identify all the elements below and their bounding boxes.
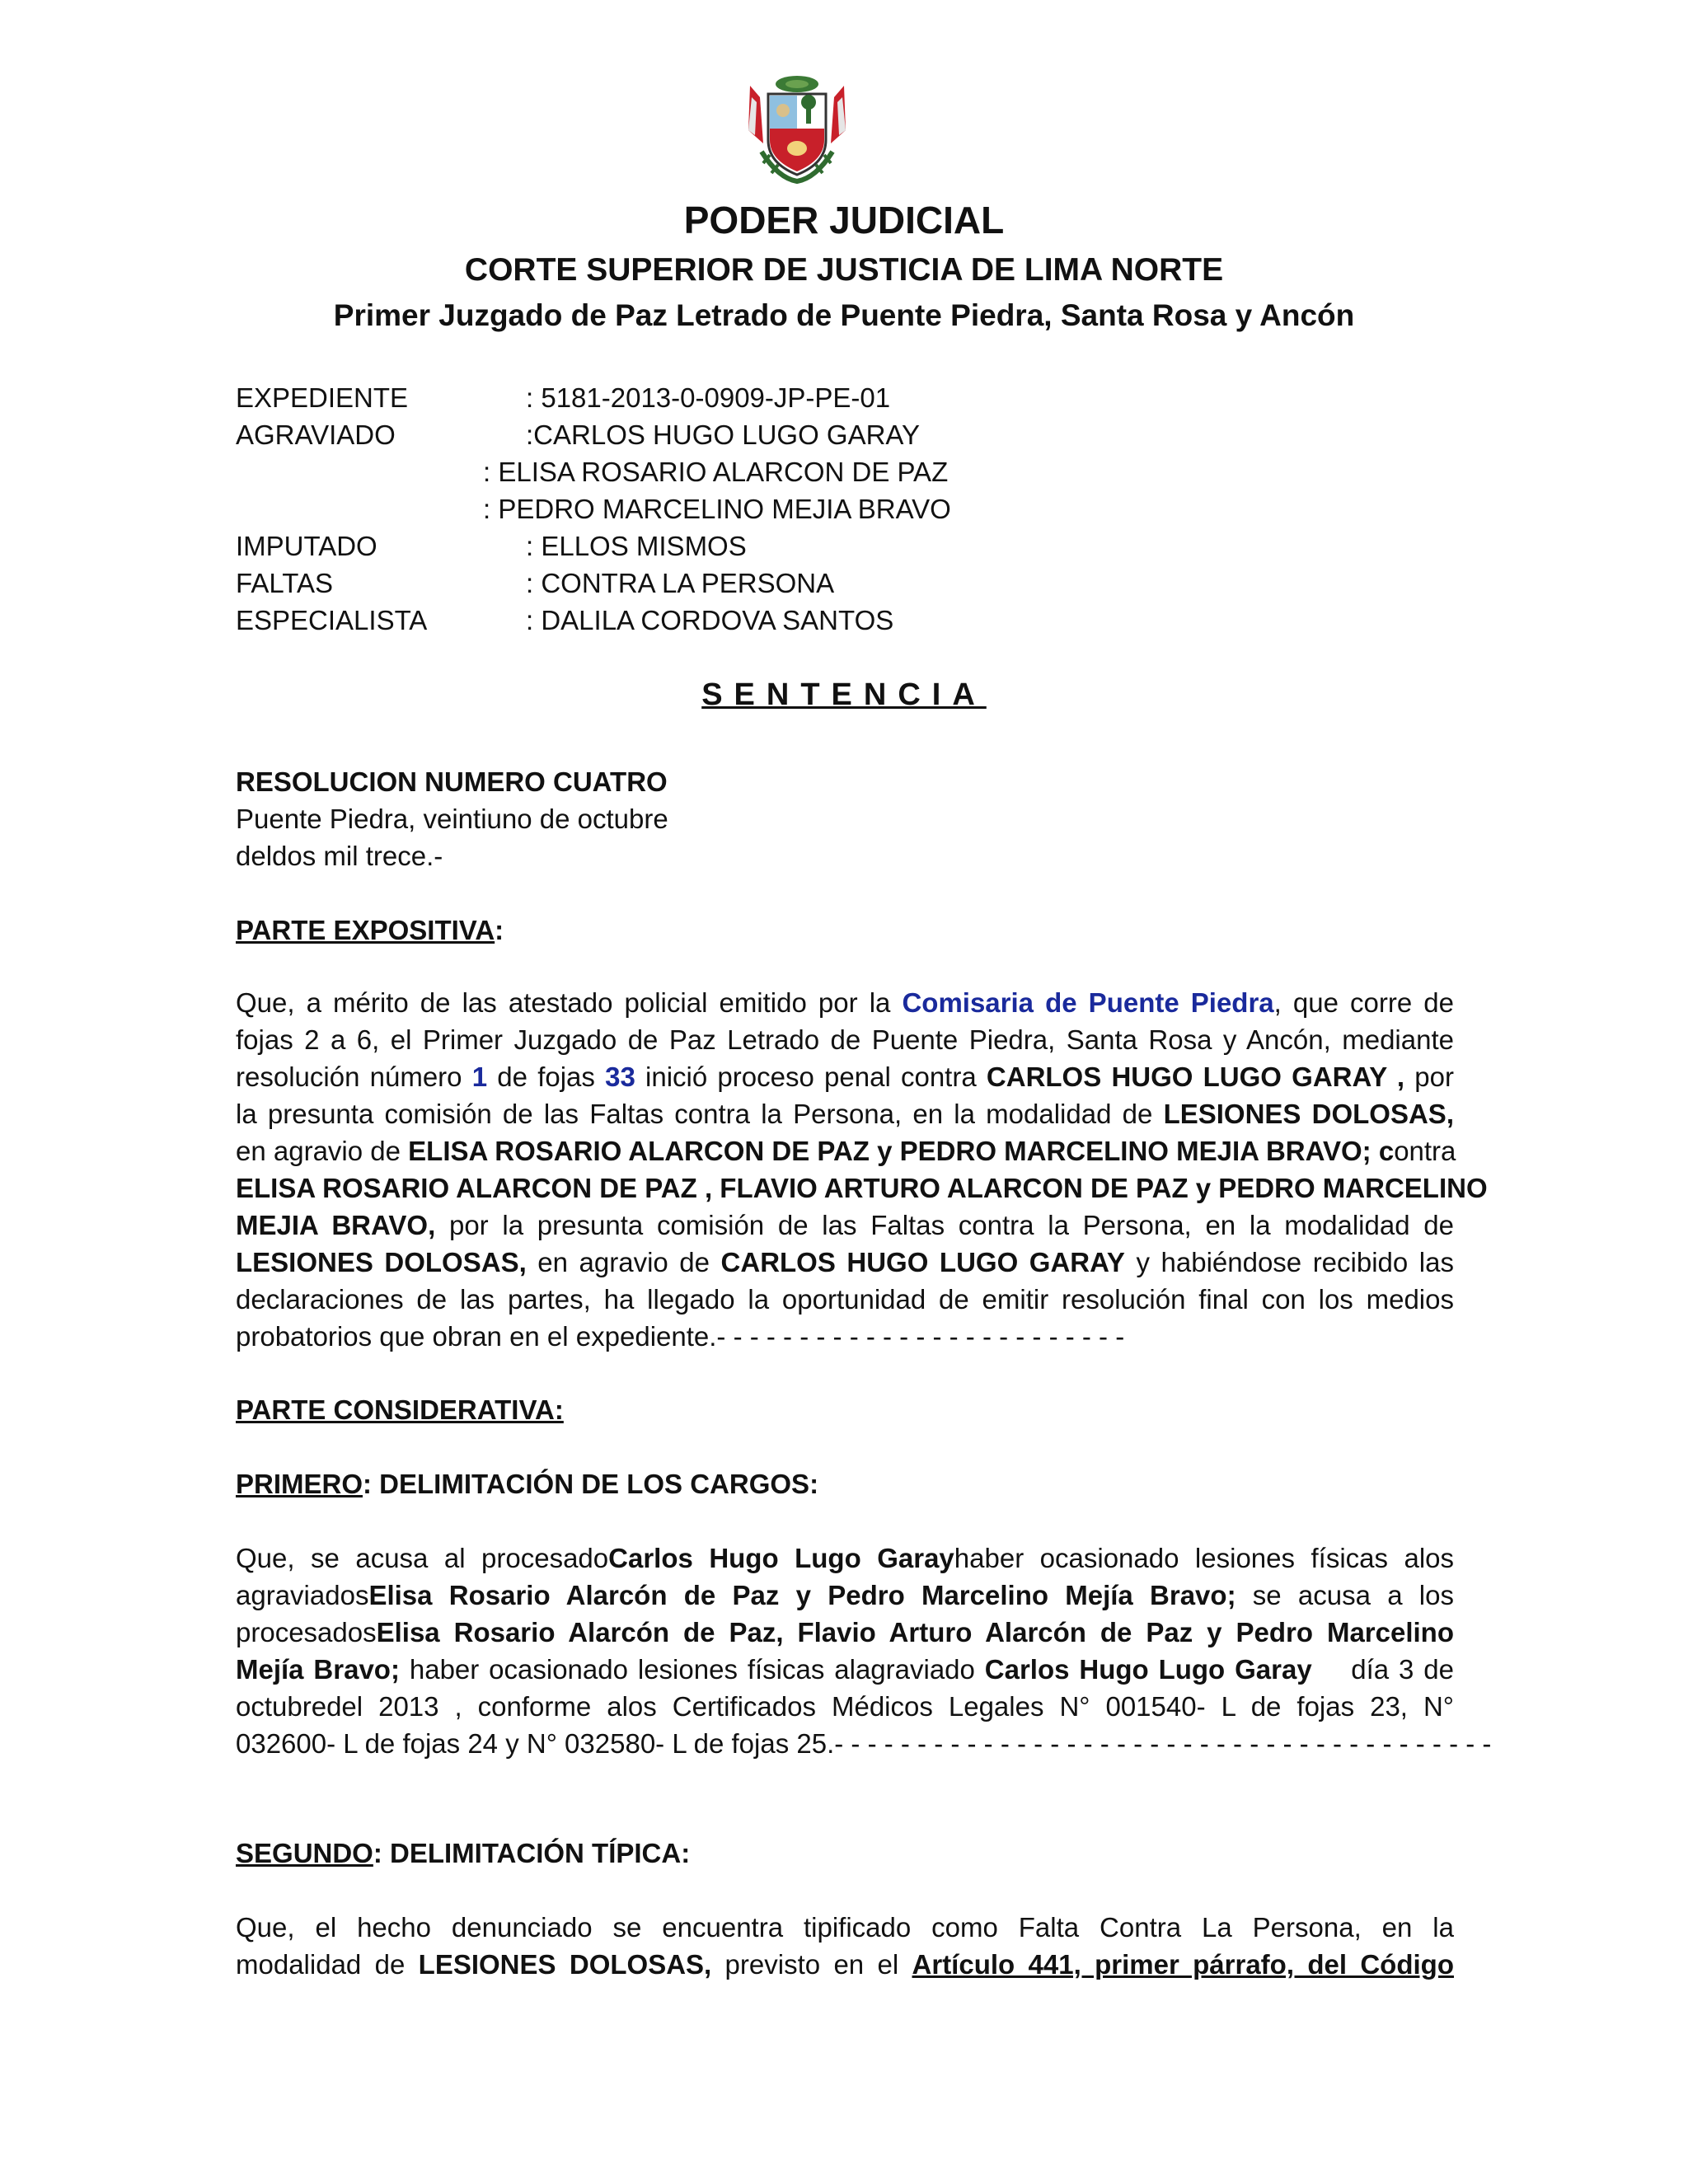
text-run: la presunta comisión de las Faltas contra la Persona, en la modalidad de [236, 1099, 1164, 1129]
text-run: día 3 de [1311, 1654, 1455, 1685]
agraviado-value: : PEDRO MARCELINO MEJIA BRAVO [483, 494, 951, 524]
text-run: ontra [1394, 1136, 1456, 1166]
text-run: en agravio de [236, 1136, 409, 1166]
text-run: ELISA ROSARIO ALARCON DE PAZ y PEDRO MARCELINO MEJIA BRAVO; c [408, 1136, 1395, 1166]
text-line [236, 984, 1454, 1021]
resolution-date: deldos mil trece.- [236, 841, 443, 871]
text-line: declaraciones de las partes, ha llegado la oportunidad de emitir resolución final con los medios [236, 1284, 1454, 1315]
text-run: en agravio de [526, 1247, 721, 1277]
text-run: por la presunta comisión de las Faltas contra la Persona, en la modalidad de [435, 1210, 1454, 1240]
text-run: agraviados [236, 1580, 369, 1610]
text-run: MEJIA BRAVO, [236, 1210, 436, 1240]
text-run: Que, se acusa al procesado [236, 1543, 609, 1573]
section-heading-expositiva [236, 912, 1454, 949]
text-line: octubredel 2013 , conforme alos Certificados Médicos Legales N° 001540- L de fojas 23, N° [236, 1691, 1454, 1722]
text-run: Carlos Hugo Lugo Garay [984, 1654, 1312, 1685]
text-run: LESIONES DOLOSAS, [418, 1949, 712, 1980]
text-line: ELISA ROSARIO ALARCON DE PAZ , FLAVIO ARTURO ALARCON DE PAZ y PEDRO MARCELINO [236, 1173, 1488, 1203]
text-run: modalidad de [236, 1949, 419, 1980]
resolution-block [236, 763, 1454, 874]
text-run: Elisa Rosario Alarcón de Paz, Flavio Arturo Alarcón de Paz y Pedro Marcelino [376, 1617, 1454, 1647]
text-run: haber ocasionado lesiones físicas alagraviado [399, 1654, 985, 1685]
primero-paragraph [236, 1540, 1492, 1762]
text-line [236, 1540, 1454, 1577]
text-run: LESIONES DOLOSAS, [236, 1247, 527, 1277]
text-run: Elisa Rosario Alarcón de Paz y Pedro Marcelino Mejía Bravo; [368, 1580, 1236, 1610]
fojas-ref: 33 [605, 1062, 635, 1092]
text-line: Que, el hecho denunciado se encuentra tipificado como Falta Contra La Persona, en la [236, 1912, 1454, 1943]
segundo-paragraph [236, 1909, 1454, 1983]
text-line: 032600- L de fojas 24 y N° 032580- L de fojas 25.- - - - - - - - - - - - - - - - - - - - - - - - - - - - - - - - - - - - - - - - [236, 1728, 1492, 1759]
faltas-value: : CONTRA LA PERSONA [526, 568, 835, 598]
text-run: Carlos Hugo Lugo Garay [608, 1543, 954, 1573]
expediente-label: EXPEDIENTE [236, 382, 409, 413]
agraviado-value: :CARLOS HUGO LUGO GARAY [526, 419, 920, 450]
document-type-heading: SENTENCIA [701, 677, 987, 712]
text-line [236, 1058, 1454, 1095]
especialista-value: : DALILA CORDOVA SANTOS [526, 605, 894, 635]
police-station-name: Comisaria de Puente Piedra [902, 987, 1274, 1018]
text-run: , que corre de [1273, 987, 1455, 1018]
section-heading-colon: : [495, 915, 504, 945]
text-run: previsto en el [711, 1949, 912, 1980]
page-title: PODER JUDICIAL [683, 199, 1005, 241]
text-run: se acusa a los [1236, 1580, 1454, 1610]
primero-title: : DELIMITACIÓN DE LOS CARGOS: [363, 1469, 819, 1499]
peru-coat-of-arms-icon [745, 73, 849, 186]
segundo-label: SEGUNDO [236, 1838, 373, 1868]
text-line [236, 1244, 1454, 1281]
text-line [236, 1614, 1454, 1651]
section-heading-considerativa [236, 1391, 1454, 1428]
resolution-ref: 1 [471, 1062, 488, 1092]
segundo-heading [236, 1835, 1454, 1872]
text-run: procesados [236, 1617, 377, 1647]
text-line: fojas 2 a 6, el Primer Juzgado de Paz Letrado de Puente Piedra, Santa Rosa y Ancón, mediante [236, 1024, 1454, 1055]
text-run: Mejía Bravo; [236, 1654, 400, 1685]
section-heading-label: PARTE EXPOSITIVA [236, 915, 495, 945]
primero-heading [236, 1465, 1454, 1502]
text-run: y habiéndose recibido las [1124, 1247, 1454, 1277]
text-run: Que, a mérito de las atestado policial emitido por la [236, 987, 903, 1018]
agraviado-label: AGRAVIADO [236, 419, 396, 450]
court-name: CORTE SUPERIOR DE JUSTICIA DE LIMA NORTE [464, 252, 1224, 288]
office-name: Primer Juzgado de Paz Letrado de Puente Piedra, Santa Rosa y Ancón [333, 298, 1355, 332]
expositiva-paragraph [236, 984, 1488, 1355]
text-run: inició proceso penal contra [635, 1062, 987, 1092]
section-heading-label: PARTE CONSIDERATIVA: [236, 1394, 564, 1425]
text-line [236, 1577, 1454, 1614]
text-line [236, 1132, 1454, 1169]
primero-label: PRIMERO [236, 1469, 363, 1499]
text-line: probatorios que obran en el expediente.- - - - - - - - - - - - - - - - - - - - - - - - - [236, 1321, 1125, 1352]
text-run: por [1404, 1062, 1454, 1092]
agraviado-value: : ELISA ROSARIO ALARCON DE PAZ [483, 457, 949, 487]
text-line [236, 1651, 1454, 1688]
faltas-label: FALTAS [236, 568, 333, 598]
text-line [236, 1095, 1454, 1132]
text-line [236, 1207, 1454, 1244]
text-run: resolución número [236, 1062, 472, 1092]
segundo-title: : DELIMITACIÓN TÍPICA: [373, 1838, 691, 1868]
resolution-date: Puente Piedra, veintiuno de octubre [236, 804, 668, 834]
resolution-number: RESOLUCION NUMERO CUATRO [236, 766, 668, 797]
text-line [236, 1946, 1454, 1983]
text-run: haber ocasionado lesiones físicas alos [954, 1543, 1455, 1573]
legal-article-ref: Artículo 441, primer párrafo, del Código [912, 1949, 1454, 1980]
especialista-label: ESPECIALISTA [236, 605, 428, 635]
text-run: CARLOS HUGO LUGO GARAY , [986, 1062, 1405, 1092]
imputado-value: : ELLOS MISMOS [526, 531, 747, 561]
imputado-label: IMPUTADO [236, 531, 377, 561]
expediente-value: : 5181-2013-0-0909-JP-PE-01 [526, 382, 891, 413]
text-run: CARLOS HUGO LUGO GARAY [720, 1247, 1125, 1277]
text-run: de fojas [487, 1062, 606, 1092]
text-run: LESIONES DOLOSAS, [1163, 1099, 1454, 1129]
